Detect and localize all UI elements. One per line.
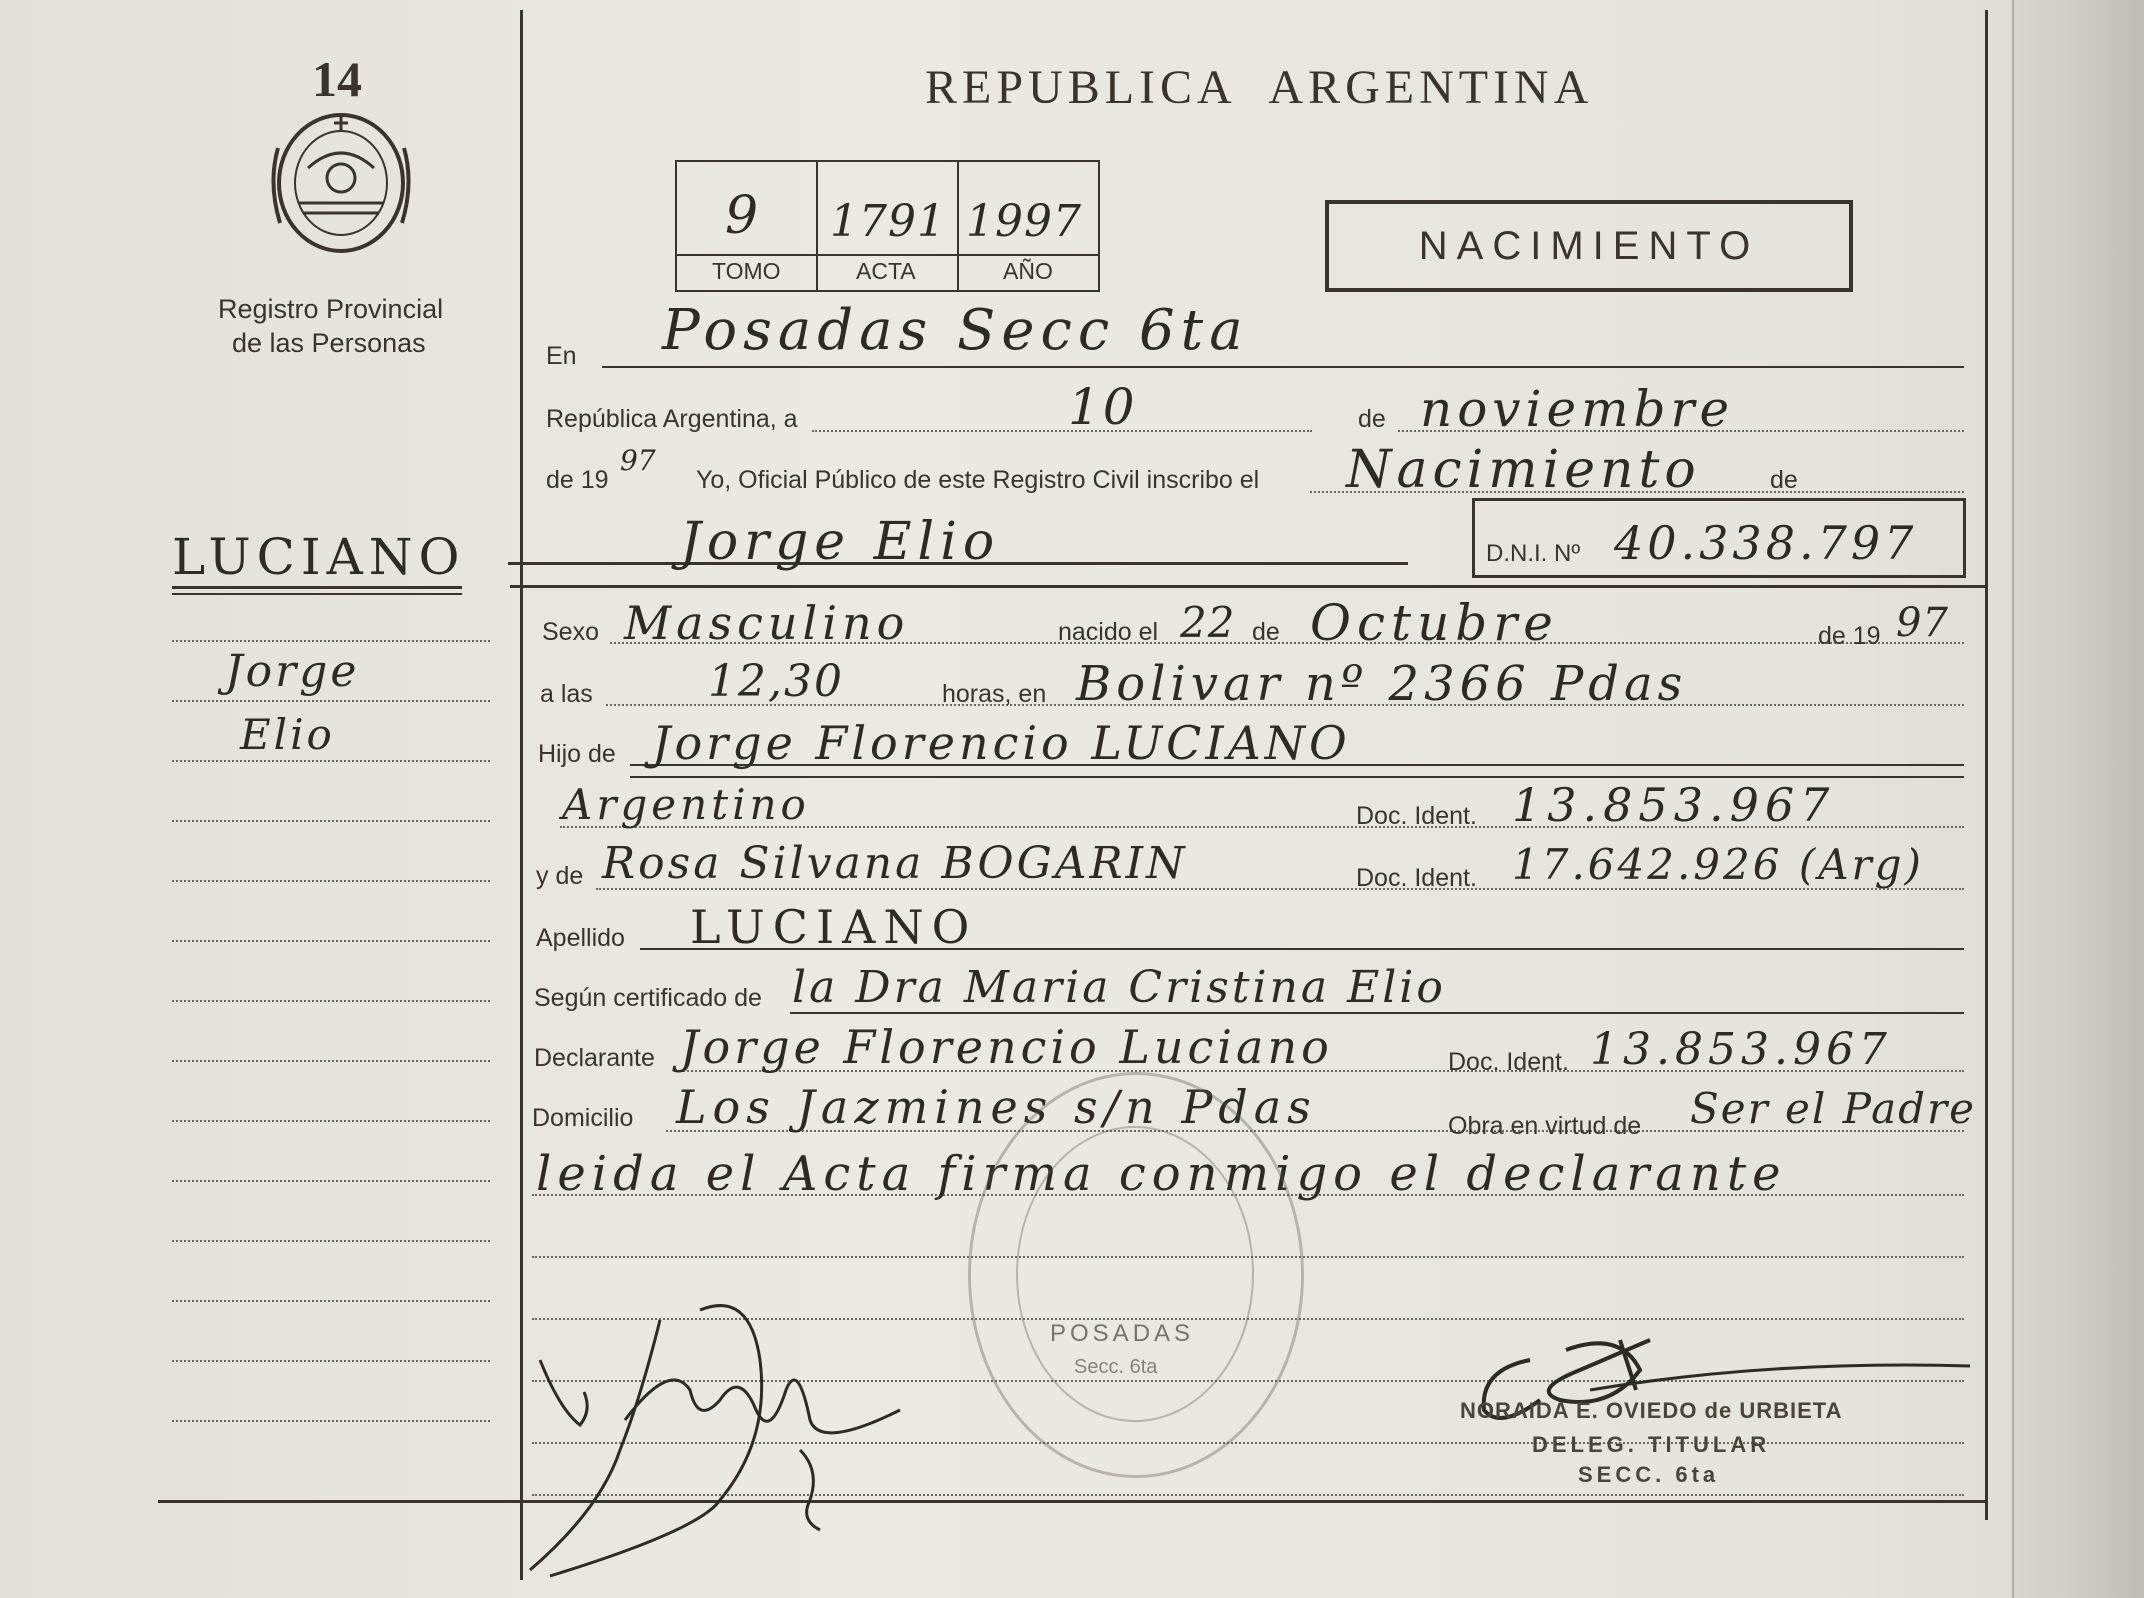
margin-surname: LUCIANO: [172, 528, 466, 586]
seal-city: POSADAS: [1050, 1320, 1195, 1347]
right-border: [1985, 10, 1988, 1520]
birth-month: Octubre: [1310, 594, 1559, 652]
document-type-box: [1325, 200, 1853, 292]
country-title: REPUBLICA ARGENTINA: [925, 61, 1594, 114]
seal-section: Secc. 6ta: [1074, 1356, 1158, 1378]
obra-label: Obra en virtud de: [1448, 1112, 1642, 1140]
declarant-signature: [520, 1300, 920, 1580]
margin-line: [172, 1360, 490, 1362]
coat-of-arms-emblem: [268, 108, 414, 258]
registry-day: 10: [1068, 378, 1138, 436]
ano-value: 1997: [966, 196, 1082, 247]
acta-label: ACTA: [856, 258, 916, 284]
mother-doc-number: 17.642.926 (Arg): [1512, 840, 1924, 889]
official-title: DELEG. TITULAR: [1532, 1432, 1771, 1457]
margin-line: [172, 760, 490, 762]
republica-label: República Argentina, a: [546, 405, 798, 433]
birth-day: 22: [1180, 598, 1236, 647]
en-label: En: [546, 342, 577, 370]
certifying-doctor: la Dra Maria Cristina Elio: [792, 962, 1446, 1013]
segun-label: Según certificado de: [534, 984, 762, 1012]
father-name: Jorge Florencio LUCIANO: [652, 716, 1351, 770]
nacido-label: nacido el: [1058, 618, 1159, 646]
child-given-name: Jorge Elio: [680, 512, 1001, 572]
page-number: 14: [312, 51, 362, 107]
margin-line: [172, 940, 490, 942]
declarant-doc-number: 13.853.967: [1590, 1024, 1892, 1075]
closing-statement: leida el Acta firma conmigo el declarante: [536, 1146, 1787, 1202]
dni-number: 40.338.797: [1614, 516, 1918, 570]
de-label: de: [1358, 405, 1386, 433]
birth-year-suffix: 97: [1896, 600, 1949, 646]
father-nationality: Argentino: [562, 780, 810, 829]
de-19-label-2: de 19: [1818, 622, 1881, 650]
day-line: [812, 430, 1312, 432]
de-19-label: de 19: [546, 466, 609, 494]
dni-label: D.N.I. Nº: [1486, 540, 1581, 567]
birth-place: Bolivar nº 2366 Pdas: [1076, 656, 1688, 712]
y-de-label: y de: [536, 862, 584, 890]
margin-line: [172, 1420, 490, 1422]
adjacent-page-edge: [2012, 0, 2144, 1598]
official-name: NORAIDA E. OVIEDO de URBIETA: [1460, 1398, 1843, 1423]
place-of-registry: Posadas Secc 6ta: [662, 298, 1249, 363]
mother-name: Rosa Silvana BOGARIN: [602, 838, 1188, 889]
registry-month: noviembre: [1420, 380, 1735, 438]
margin-surname-underline-2: [172, 593, 462, 595]
mother-doc-label: Doc. Ident.: [1356, 864, 1477, 892]
registry-name-line2: de las Personas: [232, 328, 426, 358]
margin-given-name-1: Jorge: [225, 646, 360, 697]
margin-line: [172, 1180, 490, 1182]
margin-line: [172, 640, 490, 642]
record-box-divider: [675, 254, 1100, 256]
de-label-3: de: [1252, 618, 1280, 646]
name-row-divider: [510, 585, 1988, 588]
surname-value: LUCIANO: [690, 900, 978, 954]
margin-line: [172, 1060, 490, 1062]
hijo-de-label: Hijo de: [538, 740, 616, 768]
domicilio-label: Domicilio: [532, 1104, 634, 1132]
margin-line: [172, 1300, 490, 1302]
margin-line: [172, 880, 490, 882]
father-doc-label: Doc. Ident.: [1356, 802, 1477, 830]
apellido-label: Apellido: [536, 924, 625, 952]
margin-given-name-2: Elio: [240, 710, 335, 759]
horas-en-label: horas, en: [942, 680, 1047, 708]
margin-line: [172, 1240, 490, 1242]
legal-basis: Ser el Padre: [1690, 1084, 1976, 1133]
registry-year-suffix: 97: [620, 444, 656, 477]
margin-surname-underline: [172, 586, 462, 589]
bottom-border: [158, 1500, 1988, 1503]
declarant-name: Jorge Florencio Luciano: [680, 1020, 1333, 1074]
sex-value: Masculino: [624, 596, 910, 650]
tomo-label: TOMO: [712, 258, 781, 284]
margin-line: [172, 1120, 490, 1122]
margin-line: [172, 820, 490, 822]
declarant-address: Los Jazmines s/n Pdas: [676, 1080, 1317, 1134]
official-section: SECC. 6ta: [1578, 1462, 1720, 1487]
a-las-label: a las: [540, 680, 593, 708]
acta-value: 1791: [830, 196, 946, 247]
ano-label: AÑO: [1003, 258, 1053, 284]
margin-line: [172, 1000, 490, 1002]
yo-oficial-label: Yo, Oficial Público de este Registro Civil inscribo el: [696, 466, 1260, 494]
margin-line: [172, 700, 490, 702]
registry-name-line1: Registro Provincial: [218, 294, 444, 324]
en-line: [602, 366, 1964, 368]
declarante-doc-label: Doc. Ident.: [1448, 1048, 1569, 1076]
tomo-value: 9: [725, 186, 762, 246]
sexo-label: Sexo: [542, 618, 599, 646]
document-type-label: NACIMIENTO: [1418, 224, 1760, 268]
declarante-label: Declarante: [534, 1044, 655, 1072]
inscribed-act: Nacimiento: [1346, 440, 1701, 500]
de-label-2: de: [1770, 466, 1798, 494]
father-doc-number: 13.853.967: [1512, 778, 1836, 832]
birth-time: 12,30: [708, 656, 844, 707]
